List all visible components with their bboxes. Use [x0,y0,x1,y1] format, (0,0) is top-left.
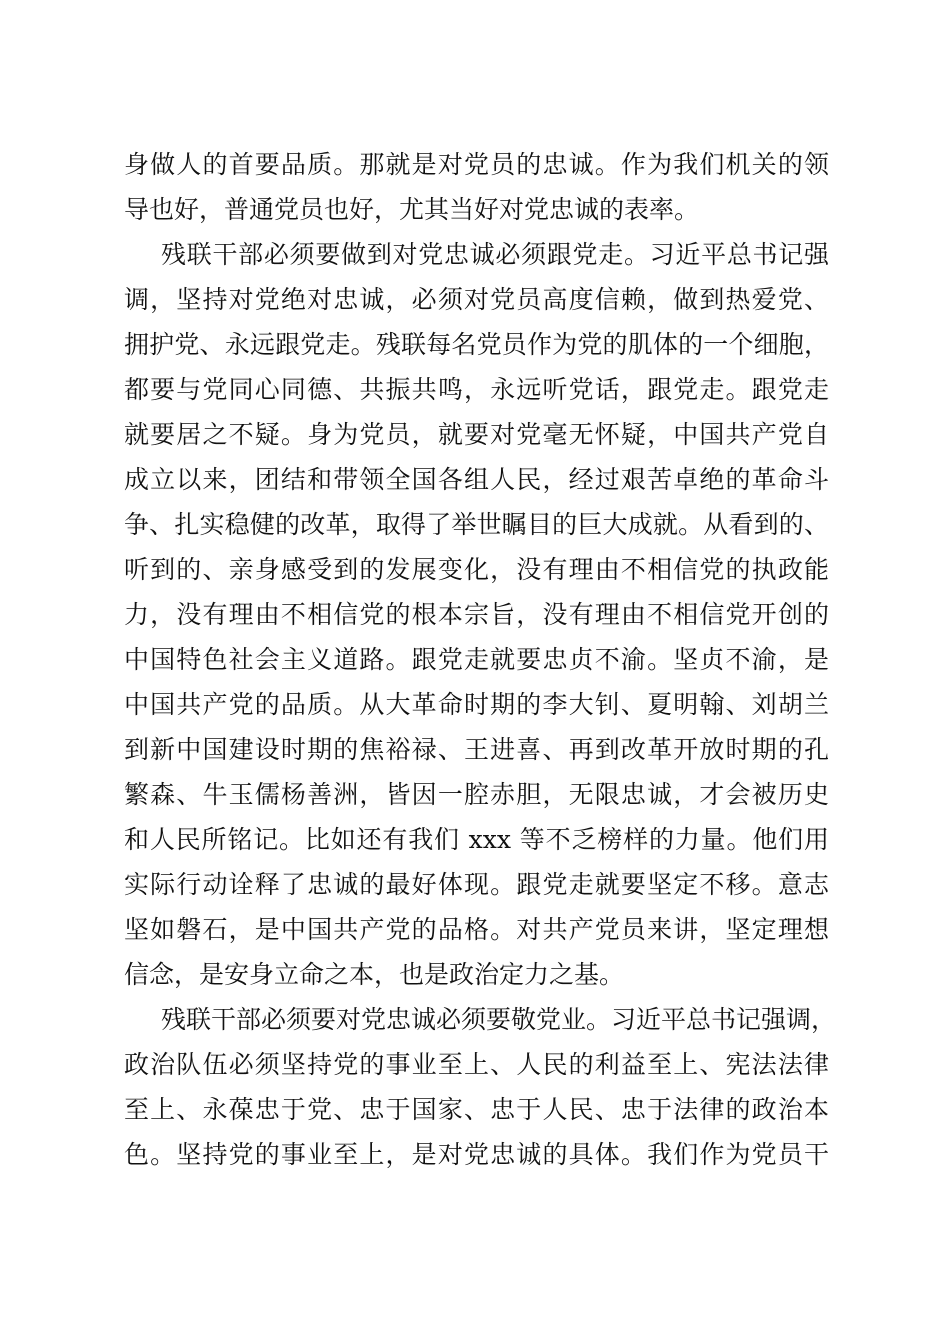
text-line: 坚如磐石，是中国共产党的品格。对共产党员来讲，坚定理想 [124,915,829,944]
text-line: 至上、永葆忠于党、忠于国家、忠于人民、忠于法律的政治本 [124,1095,829,1124]
text-line: 身做人的首要品质。那就是对党员的忠诚。作为我们机关的领 [124,150,829,179]
body-text [124,142,837,1177]
text-line: 争、扎实稳健的改革，取得了举世瞩目的巨大成就。从看到的、 [124,510,829,539]
text-line: 中国共产党的品质。从大革命时期的李大钊、夏明翰、刘胡兰 [124,690,829,719]
text-line: 繁森、牛玉儒杨善洲，皆因一腔赤胆，无限忠诚，才会被历史 [124,780,829,809]
text-line: 都要与党同心同德、共振共鸣，永远听党话，跟党走。跟党走 [124,375,829,404]
text-line: 和人民所铭记。比如还有我们 xxx 等不乏榜样的力量。他们用 [124,825,829,854]
text-line: 中国特色社会主义道路。跟党走就要忠贞不渝。坚贞不渝，是 [124,645,829,674]
text-line: 就要居之不疑。身为党员，就要对党毫无怀疑，中国共产党自 [124,420,829,449]
text-line: 导也好，普通党员也好，尤其当好对党忠诚的表率。 [124,195,700,224]
text-line: 调，坚持对党绝对忠诚，必须对党员高度信赖，做到热爱党、 [124,285,829,314]
text-line: 政治队伍必须坚持党的事业至上、人民的利益至上、宪法法律 [124,1050,829,1079]
text-line: 信念，是安身立命之本，也是政治定力之基。 [124,960,625,989]
text-line: 色。坚持党的事业至上，是对党忠诚的具体。我们作为党员干 [124,1140,829,1169]
text-line: 成立以来，团结和带领全国各组人民，经过艰苦卓绝的革命斗 [124,465,829,494]
text-line: 残联干部必须要对党忠诚必须要敬党业。习近平总书记强调， [161,1005,837,1034]
text-line: 听到的、亲身感受到的发展变化，没有理由不相信党的执政能 [124,555,829,584]
text-line: 力，没有理由不相信党的根本宗旨，没有理由不相信党开创的 [124,600,829,629]
text-line: 拥护党、永远跟党走。残联每名党员作为党的肌体的一个细胞， [124,330,829,359]
text-line: 实际行动诠释了忠诚的最好体现。跟党走就要坚定不移。意志 [124,870,829,899]
text-line: 残联干部必须要做到对党忠诚必须跟党走。习近平总书记强 [161,240,829,269]
text-line: 到新中国建设时期的焦裕禄、王进喜、再到改革开放时期的孔 [124,735,829,764]
